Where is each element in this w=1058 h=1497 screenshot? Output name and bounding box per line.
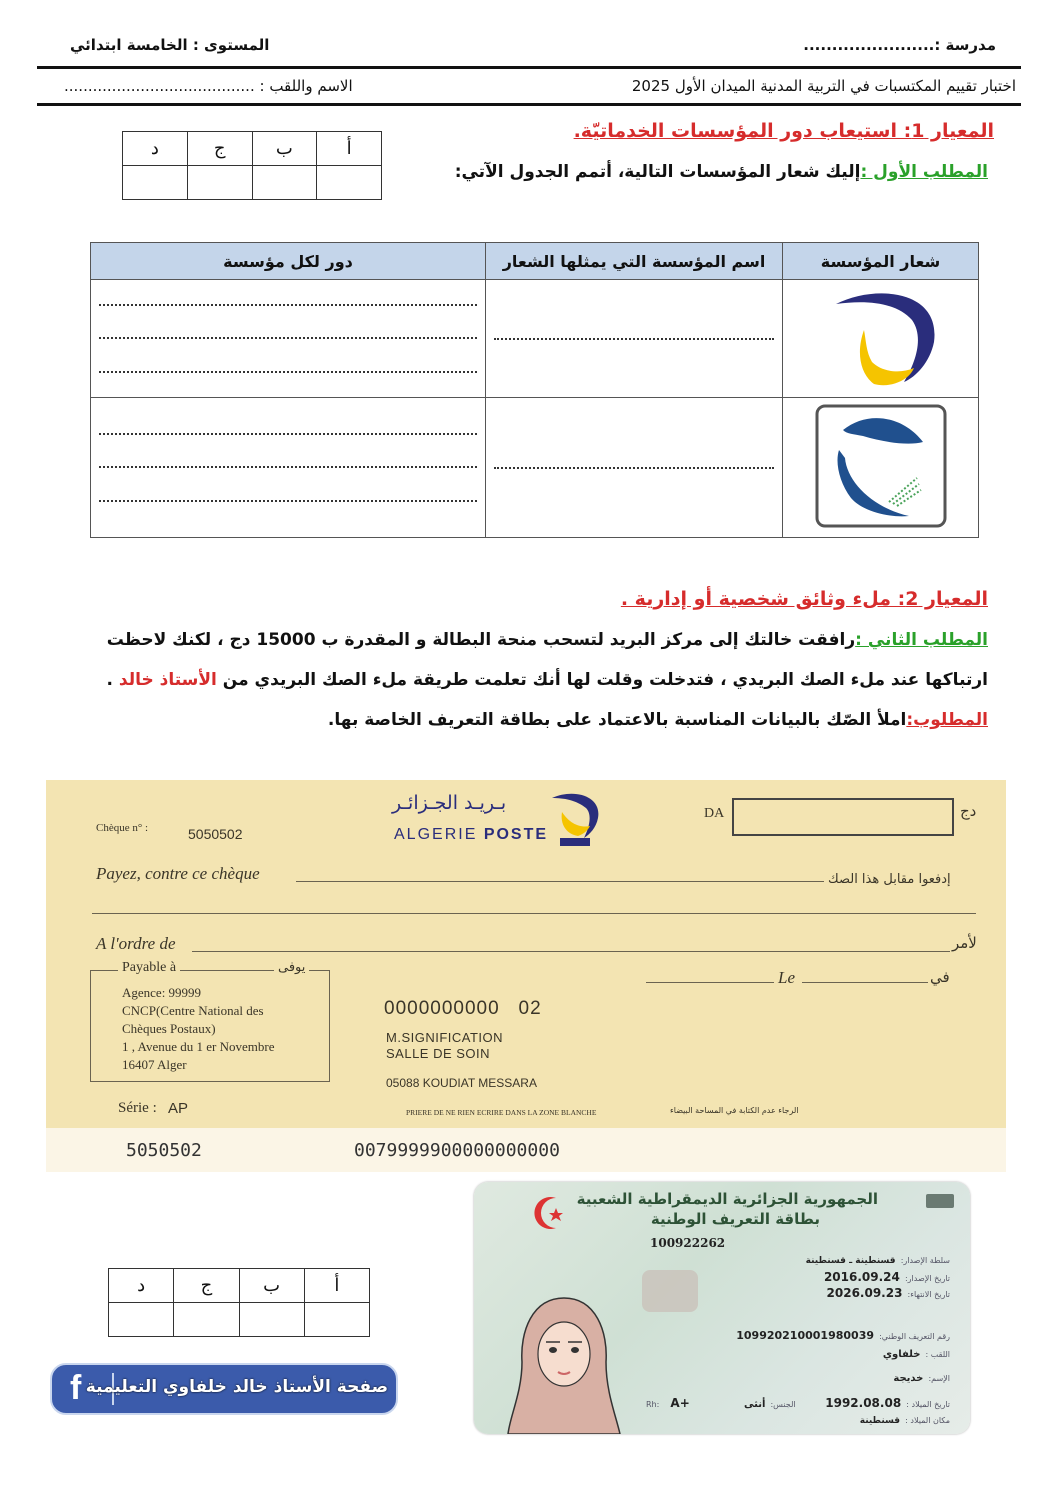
blank-zone-notice-fr: PRIERE DE NE RIEN ECRIRE DANS LA ZONE BLANCHE [406,1108,597,1117]
payable-label-ar: يوفى [274,960,309,975]
agence: Agence: 99999 [122,985,202,1000]
task-1-text: إليك شعار المؤسسات التالية، أتمم الجدول الآتي: [454,162,861,182]
grid-cell[interactable] [109,1303,174,1337]
order-label-ar: لأمر [952,934,977,952]
answer-line[interactable] [99,337,477,339]
task-1-label: المطلب الأول : [860,162,988,182]
issue-date-value: 2016.09.24 [823,1270,900,1284]
institutions-table [90,242,979,538]
grid-letter: ب [239,1269,304,1303]
place-line[interactable] [646,982,774,983]
rh-value: A+ [670,1396,690,1410]
micr-cheque-no: 5050502 [126,1140,202,1161]
national-id-card [474,1182,970,1434]
id-card-title: بطاقة التعريف الوطنية [650,1210,820,1228]
payee-line[interactable] [192,951,950,952]
grid-letter: أ [304,1269,369,1303]
grid-letter: ب [252,132,317,166]
grid-cell[interactable] [304,1303,369,1337]
required-line [328,710,988,730]
address-line-2: 16407 Alger [122,1057,187,1072]
grid-cell[interactable] [123,166,188,200]
expiry-date-value: 2026.09.23 [826,1286,903,1300]
grid-cell[interactable] [187,166,252,200]
score-grid-2 [108,1268,370,1337]
cheque-no-label: Chèque n° : [96,822,149,834]
postal-cheque [46,780,1006,1172]
table-row [91,398,979,538]
amount-box[interactable] [732,798,954,836]
criterion-1-title: المعيار 1: استيعاب دور المؤسسات الخدماتيّة. [573,120,994,142]
id-republic: الجمهورية الجزائرية الديمقراطية الشعبية [576,1190,878,1208]
cncp-line-1: CNCP(Centre National des [122,1003,264,1018]
criterion-2-title: المعيار 2: ملء وثائق شخصية أو إدارية . [620,588,988,610]
algerie-poste-logo-icon [816,282,946,392]
header-divider-2 [37,103,1021,106]
nin [736,1324,950,1343]
order-label-fr: A l'ordre de [96,934,176,953]
period: . [106,670,119,690]
micr-code: 0079999900000000000 [354,1140,560,1161]
nin-label: رقم التعريف الوطني: [879,1332,950,1341]
payable-label-fr: Payable à [118,960,180,976]
serie-label: Série : [118,1100,157,1116]
birth-date-value: 1992.08.08 [825,1396,902,1410]
teacher-name: الأستاذ خالد [118,670,217,690]
role-cell[interactable] [91,280,486,398]
name-cell[interactable] [486,280,783,398]
issuing-authority-label: سلطة الإصدار: [900,1256,950,1265]
exam-title: اختبار تقييم المكتسبات في التربية المدنية الميدان الأول 2025 [631,77,1016,95]
ghost-photo [642,1270,698,1312]
poste-logo-fr-1: ALGERIE [394,826,484,843]
pay-label-fr: Payez, contre ce chèque [96,864,260,883]
facebook-page-banner[interactable] [50,1363,398,1415]
header-logo: شعار المؤسسة [783,243,979,280]
table-header-row [91,243,979,280]
name-cell[interactable] [486,398,783,538]
logo-cell [783,398,979,538]
holder-line-1: M.SIGNIFICATION [386,1030,504,1045]
issuing-authority [806,1248,950,1267]
logo-cell [783,280,979,398]
poste-logo-icon [546,790,602,850]
sex [744,1392,796,1411]
task-2-label: المطلب الثاني : [855,630,988,650]
task-1 [455,162,988,182]
algerie-telecom-logo-icon [813,402,949,530]
rh [646,1392,690,1411]
name-field: الاسم واللقب : ........................................ [64,77,353,95]
grid-letter: ج [187,132,252,166]
surname-value: خلفاوي [882,1349,921,1360]
table-row [91,280,979,398]
payable-details [122,984,274,1074]
account-holder [386,1030,503,1062]
header-name: اسم المؤسسة التي يمثلها الشعار [486,243,783,280]
grid-letter: د [123,132,188,166]
amount-words-line[interactable] [296,881,824,882]
grid-cell[interactable] [174,1303,239,1337]
answer-line[interactable] [99,433,477,435]
facebook-page-text: صفحة الأستاذ خالد خلفاوي التعليمية [85,1377,388,1397]
issue-date-label: تاريخ الإصدار: [904,1274,950,1283]
dj-label: دج [960,802,977,820]
rh-label: Rh: [646,1400,660,1409]
birth-place-value: قسنطينة [859,1416,901,1426]
issuing-authority-value: قسنطينة ـ قسنطينة [805,1256,896,1266]
id-card-number: 100922262 [650,1236,726,1250]
first-name [893,1366,950,1385]
micr-band [46,1128,1006,1172]
holder-address: 05088 KOUDIAT MESSARA [386,1076,537,1090]
nin-value: 109920210001980039 [736,1329,875,1342]
poste-logo-ar: بـريـد الجـزائـر [392,792,507,814]
level-label: المستوى : الخامسة ابتدائي [70,36,270,54]
grid-cell[interactable] [252,166,317,200]
grid-cell[interactable] [239,1303,304,1337]
le-label: Le [778,968,795,987]
answer-line[interactable] [99,304,477,306]
grid-letter: أ [317,132,382,166]
poste-logo-fr-2: POSTE [483,826,549,843]
school-field: مدرسة :....................... [803,36,996,54]
portrait-photo [504,1292,624,1434]
grid-cell[interactable] [317,166,382,200]
blank-zone-notice-ar: الرجاء عدم الكتابة في المساحة البيضاء [670,1106,799,1115]
fi-label: في [930,968,950,986]
first-name-value: خديجة [893,1373,924,1384]
sex-label: الجنس: [770,1400,796,1409]
task-2-text-2: ارتباكها عند ملء الصك البريدي ، فتدخلت وقلت لها أنك تعلمت طريقة ملء الصك البريدي من [216,670,988,690]
answer-line[interactable] [494,338,774,340]
birth-date-label: تاريخ الميلاد : [906,1400,950,1409]
date-line[interactable] [802,982,928,983]
surname [883,1342,950,1361]
account-number [384,998,542,1020]
birth-place [860,1408,950,1427]
task-2-line-2 [106,670,988,690]
address-line-1: 1 , Avenue du 1 er Novembre [122,1039,275,1054]
header-divider [37,66,1021,69]
answer-line[interactable] [494,467,774,469]
first-name-label: الإسم: [928,1374,950,1383]
amount-words-line-2[interactable] [92,913,976,914]
pay-label-ar: إدفعوا مقابل هذا الصك [828,872,951,887]
answer-line[interactable] [99,500,477,502]
expiry-date-label: تاريخ الانتهاء: [907,1290,950,1299]
score-grid-1 [122,131,382,200]
answer-line[interactable] [99,466,477,468]
cheque-no: 5050502 [188,826,243,842]
serie-value: AP [168,1100,189,1117]
da-label: DA [704,806,725,821]
poste-logo-fr [394,826,548,844]
facebook-icon: f [70,1369,82,1407]
account-no: 0000000000 [384,998,500,1019]
required-text: املأ الصّك بالبيانات المناسبة بالاعتماد على بطاقة التعريف الخاصة بها. [327,710,907,730]
sex-value: أنثى [744,1399,766,1410]
header-role: دور لكل مؤسسة [91,243,486,280]
role-cell[interactable] [91,398,486,538]
task-2-text: رافقت خالتك إلى مركز البريد لتسحب منحة البطالة و المقدرة ب 15000 دج ، لكنك لاحظت [106,630,856,650]
chip-icon [926,1194,954,1208]
birth-place-label: مكان الميلاد : [905,1416,950,1425]
grid-letter: ج [174,1269,239,1303]
grid-letter: د [109,1269,174,1303]
required-label: المطلوب: [906,710,988,730]
task-2-line-1 [107,630,988,650]
expiry-date [827,1282,950,1301]
surname-label: اللقب : [925,1350,950,1359]
answer-line[interactable] [99,371,477,373]
algeria-flag-icon [522,1188,572,1238]
account-key: 02 [518,998,542,1019]
holder-line-2: SALLE DE SOIN [386,1046,491,1061]
cncp-line-2: Chèques Postaux) [122,1021,216,1036]
